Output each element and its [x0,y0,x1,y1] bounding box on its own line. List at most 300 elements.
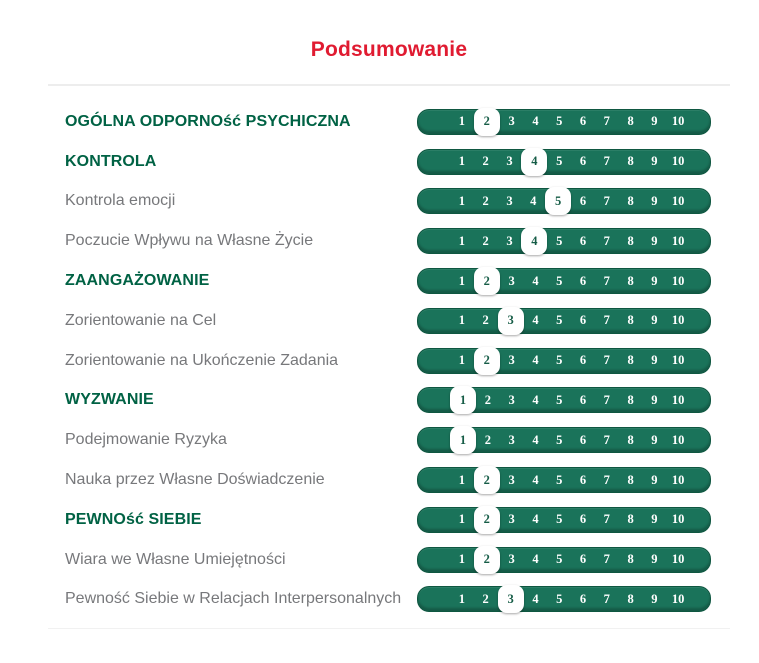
scale-tick-number: 10 [671,313,685,328]
scale-tick-number: 2 [484,392,492,407]
scale-tick-number: 6 [579,432,587,447]
scale-tick [474,313,498,328]
selected-scale-value [474,108,500,136]
scale-tick-number: 3 [498,585,524,613]
selected-scale-value [545,187,571,215]
factor-label: Podejmowanie Ryzyka [65,431,227,449]
scale-tick [524,393,548,408]
scale-tick [666,552,690,567]
scale-tick-number: 6 [579,273,587,288]
section-header-label: ZAANGAŻOWANIE [65,272,210,290]
scale-tick-number: 5 [556,313,563,328]
rating-scale-bar [417,586,711,612]
scale-tick-number: 3 [508,512,515,527]
scale-tick-number: 8 [627,591,634,606]
scale-tick-number: 10 [671,114,685,129]
selected-scale-value [474,466,500,494]
scale-tick [524,353,548,368]
scale-tick [547,114,571,129]
scale-tick-number: 7 [603,552,610,567]
scale-tick-number: 8 [627,472,634,487]
selected-scale-value [521,148,547,176]
summary-row [48,301,730,341]
scale-tick-number: 9 [651,193,658,208]
scale-tick-number: 1 [458,313,466,328]
rating-scale-bar [417,547,711,573]
scale-tick [666,234,690,249]
scale-tick-number: 8 [627,114,634,129]
scale-tick [595,353,619,368]
scale-tick-number: 7 [603,313,610,328]
scale-tick [642,234,666,249]
scale-tick [595,512,619,527]
scale-tick-number: 6 [579,193,587,208]
scale-tick-number: 5 [556,233,563,248]
scale-tick-number: 4 [532,273,539,288]
summary-row [48,580,730,620]
scale-tick [666,114,690,129]
scale-tick-number: 4 [532,313,539,328]
scale-tick-number: 8 [627,154,634,169]
scale-tick-number: 9 [651,353,658,368]
selected-scale-value [474,267,500,295]
scale-tick-number: 7 [603,512,610,527]
summary-row [48,381,730,421]
scale-tick-number: 9 [651,591,658,606]
scale-tick-number: 10 [671,353,685,368]
selected-scale-value [474,546,500,574]
scale-tick-number: 2 [482,313,489,328]
scale-tick [595,313,619,328]
scale-tick-number: 8 [627,552,634,567]
scale-tick [500,393,524,408]
scale-tick [666,473,690,488]
scale-tick [595,592,619,607]
scale-tick [524,114,548,129]
selected-scale-value [474,347,500,375]
scale-tick [524,473,548,488]
scale-tick-number: 6 [579,154,587,169]
scale-tick [500,473,524,488]
scale-tick [476,433,500,448]
scale-tick-number: 10 [671,392,685,407]
scale-tick-number: 3 [506,193,513,208]
scale-tick-number: 2 [474,506,500,534]
scale-tick [642,194,666,209]
scale-tick-number: 5 [556,591,563,606]
scale-tick-number: 5 [556,392,563,407]
scale-tick-number: 1 [458,273,466,288]
scale-tick [450,313,474,328]
scale-tick [642,473,666,488]
scale-tick [619,592,643,607]
scale-tick-number: 8 [627,353,634,368]
scale-tick [666,154,690,169]
scale-tick-number: 8 [627,193,634,208]
scale-tick-number: 5 [556,552,563,567]
scale-tick [547,154,571,169]
scale-tick-number: 9 [651,114,658,129]
scale-tick-number: 6 [579,552,587,567]
scale-tick-number: 4 [532,432,539,447]
scale-tick [642,114,666,129]
scale-tick-number: 1 [458,512,466,527]
scale-tick [595,194,619,209]
scale-tick-number: 2 [482,233,489,248]
scale-tick-number: 7 [603,114,610,129]
scale-tick-number: 4 [532,512,539,527]
rating-scale-bar [417,228,711,254]
factor-label: Poczucie Wpływu na Własne Życie [65,232,314,250]
scale-tick-number: 7 [603,472,610,487]
scale-tick-number: 4 [532,591,539,606]
scale-tick-number: 6 [579,353,587,368]
scale-tick-number: 7 [603,193,610,208]
scale-tick [547,313,571,328]
factor-label: Wiara we Własne Umiejętności [65,550,286,568]
scale-tick [500,114,524,129]
scale-tick [571,393,595,408]
scale-tick [571,114,595,129]
report-content [48,0,730,629]
selected-scale-value [450,426,476,454]
rating-scale-bar [417,188,711,214]
scale-tick [666,592,690,607]
selected-scale-value [498,307,524,335]
summary-row [48,182,730,222]
selected-scale-value [521,227,547,255]
scale-tick-number: 6 [579,233,587,248]
scale-tick [450,512,474,527]
summary-row [48,221,730,261]
rating-scale-bar [417,427,711,453]
scale-tick-number: 5 [556,114,563,129]
scale-tick-number: 7 [603,154,610,169]
scale-tick-number: 1 [450,426,476,454]
scale-tick-number: 2 [474,546,500,574]
scale-tick-number: 8 [627,273,634,288]
scale-tick [474,592,498,607]
section-header-label: PEWNOść SIEBIE [65,510,202,528]
scale-tick-number: 4 [532,552,539,567]
scale-tick [666,194,690,209]
scale-tick-number: 1 [458,552,466,567]
scale-tick [619,473,643,488]
scale-tick [547,234,571,249]
scale-tick-number: 1 [458,193,466,208]
scale-tick [642,433,666,448]
scale-tick-number: 8 [627,313,634,328]
scale-tick-number: 10 [671,591,685,606]
scale-tick-number: 2 [474,267,500,295]
scale-tick [595,114,619,129]
scale-tick-number: 7 [603,392,610,407]
scale-tick [571,194,595,209]
scale-tick-number: 10 [671,273,685,288]
scale-tick-number: 5 [556,472,563,487]
scale-tick [498,194,522,209]
scale-tick-number: 2 [484,432,492,447]
scale-tick [595,234,619,249]
scale-tick-number: 9 [651,432,658,447]
factor-label: Zorientowanie na Cel [65,311,217,329]
scale-tick-number: 4 [521,148,547,176]
scale-tick-number: 10 [671,154,685,169]
scale-tick-number: 10 [671,432,685,447]
scale-tick [571,552,595,567]
scale-tick-number: 2 [482,193,489,208]
scale-tick-number: 7 [603,353,610,368]
scale-tick [642,313,666,328]
scale-tick-number: 3 [508,114,515,129]
scale-tick [642,154,666,169]
scale-tick [666,433,690,448]
scale-tick [642,592,666,607]
selected-scale-value [474,506,500,534]
section-header-label: OGÓLNA ODPORNOść PSYCHICZNA [65,112,351,130]
section-header-label: KONTROLA [65,152,157,170]
scale-tick [619,393,643,408]
scale-tick-number: 8 [627,512,634,527]
scale-tick-number: 8 [627,392,634,407]
selected-scale-value [450,386,476,414]
summary-row [48,500,730,540]
scale-tick-number: 4 [532,392,539,407]
scale-tick [521,194,545,209]
scale-tick-number: 8 [627,432,634,447]
scale-tick-number: 3 [498,307,524,335]
rating-scale-bar [417,348,711,374]
scale-tick [524,592,548,607]
scale-tick-number: 4 [521,227,547,255]
scale-tick [450,353,474,368]
scale-tick [619,274,643,289]
scale-tick-number: 9 [651,233,658,248]
bottom-divider [48,628,730,629]
scale-tick-number: 1 [458,353,466,368]
summary-row [48,261,730,301]
scale-tick-number: 5 [556,273,563,288]
scale-tick-number: 6 [579,472,587,487]
scale-tick [666,512,690,527]
scale-tick-number: 6 [579,313,587,328]
scale-tick-number: 5 [556,154,563,169]
scale-tick [619,433,643,448]
rating-scale-bar [417,387,711,413]
factor-label: Pewność Siebie w Relacjach Interpersonalnych [65,590,402,608]
scale-tick-number: 6 [579,512,587,527]
scale-tick [450,154,474,169]
scale-tick [500,433,524,448]
scale-tick-number: 1 [458,591,466,606]
scale-tick [500,353,524,368]
scale-tick-number: 3 [508,353,515,368]
section-header-label: WYZWANIE [65,391,154,409]
scale-tick [595,433,619,448]
scale-tick [547,433,571,448]
scale-tick [642,393,666,408]
scale-tick [666,313,690,328]
summary-row [48,142,730,182]
scale-tick [476,393,500,408]
scale-tick-number: 4 [532,114,539,129]
scale-tick-number: 3 [508,273,515,288]
scale-tick [500,552,524,567]
factor-label: Nauka przez Własne Doświadczenie [65,471,325,489]
rating-scale-bar [417,308,711,334]
scale-tick [450,194,474,209]
scale-tick [619,353,643,368]
scale-tick [498,234,522,249]
scale-tick [619,154,643,169]
scale-tick-number: 9 [651,154,658,169]
summary-row [48,341,730,381]
scale-tick [619,114,643,129]
scale-tick-number: 4 [530,193,537,208]
summary-rows [48,102,730,619]
scale-tick-number: 2 [482,154,489,169]
scale-tick-number: 10 [671,233,685,248]
scale-tick-number: 7 [603,432,610,447]
scale-tick-number: 6 [579,392,587,407]
scale-tick [547,353,571,368]
factor-label: Zorientowanie na Ukończenie Zadania [65,351,339,369]
scale-tick [595,393,619,408]
scale-tick [450,234,474,249]
scale-tick [524,512,548,527]
scale-tick-number: 2 [474,347,500,375]
scale-tick-number: 4 [532,472,539,487]
scale-tick [547,592,571,607]
scale-tick-number: 5 [556,432,563,447]
scale-tick-number: 1 [450,386,476,414]
scale-tick [571,313,595,328]
scale-tick-number: 7 [603,591,610,606]
scale-tick-number: 9 [651,472,658,487]
scale-tick [524,552,548,567]
scale-tick [666,353,690,368]
rating-scale-bar [417,149,711,175]
scale-tick-number: 1 [458,154,466,169]
scale-tick [642,552,666,567]
scale-tick-number: 3 [508,472,515,487]
scale-tick-number: 1 [458,472,466,487]
scale-tick [500,512,524,527]
title-divider [48,84,730,86]
scale-tick-number: 2 [474,108,500,136]
scale-tick [642,353,666,368]
scale-tick [524,274,548,289]
scale-tick [595,274,619,289]
rating-scale-bar [417,507,711,533]
scale-tick [666,274,690,289]
scale-tick-number: 5 [545,187,571,215]
summary-row [48,540,730,580]
scale-tick-number: 3 [508,432,515,447]
scale-tick [595,552,619,567]
scale-tick [619,313,643,328]
scale-tick [500,274,524,289]
scale-tick [547,473,571,488]
scale-tick [571,473,595,488]
rating-scale-bar [417,268,711,294]
scale-tick [619,512,643,527]
scale-tick [547,552,571,567]
scale-tick [498,154,522,169]
scale-tick-number: 3 [508,552,515,567]
summary-row [48,420,730,460]
scale-tick [474,234,498,249]
scale-tick [595,154,619,169]
scale-tick [450,592,474,607]
scale-tick [474,154,498,169]
scale-tick [571,512,595,527]
scale-tick [619,234,643,249]
scale-tick-number: 5 [556,512,563,527]
scale-tick [571,353,595,368]
scale-tick-number: 7 [603,273,610,288]
scale-tick [450,473,474,488]
scale-tick [524,313,548,328]
scale-tick [571,274,595,289]
scale-tick-number: 10 [671,472,685,487]
scale-tick-number: 9 [651,273,658,288]
scale-tick [642,274,666,289]
scale-tick-number: 9 [651,392,658,407]
scale-tick-number: 3 [506,154,513,169]
scale-tick-number: 6 [579,591,587,606]
scale-tick-number: 2 [474,466,500,494]
scale-tick [571,154,595,169]
scale-tick [619,552,643,567]
scale-tick [450,114,474,129]
page-title: Podsumowanie [310,38,468,61]
scale-tick-number: 2 [482,591,489,606]
scale-tick-number: 8 [627,233,634,248]
scale-tick-number: 7 [603,233,610,248]
scale-tick [666,393,690,408]
scale-tick-number: 10 [671,193,685,208]
scale-tick-number: 10 [671,512,685,527]
scale-tick [595,473,619,488]
scale-tick-number: 1 [458,233,466,248]
summary-row [48,460,730,500]
scale-tick [450,274,474,289]
selected-scale-value [498,585,524,613]
scale-tick-number: 10 [671,552,685,567]
scale-tick [547,274,571,289]
scale-tick [524,433,548,448]
scale-tick [450,552,474,567]
scale-tick-number: 9 [651,313,658,328]
scale-tick-number: 9 [651,512,658,527]
scale-tick [547,393,571,408]
scale-tick-number: 1 [458,114,466,129]
scale-tick [642,512,666,527]
scale-tick-number: 5 [556,353,563,368]
scale-tick [571,592,595,607]
rating-scale-bar [417,467,711,493]
scale-tick [571,433,595,448]
scale-tick [547,512,571,527]
scale-tick-number: 9 [651,552,658,567]
scale-tick [571,234,595,249]
scale-tick-number: 6 [579,114,587,129]
rating-scale-bar [417,109,711,135]
scale-tick-number: 3 [508,392,515,407]
factor-label: Kontrola emocji [65,192,176,210]
scale-tick [474,194,498,209]
